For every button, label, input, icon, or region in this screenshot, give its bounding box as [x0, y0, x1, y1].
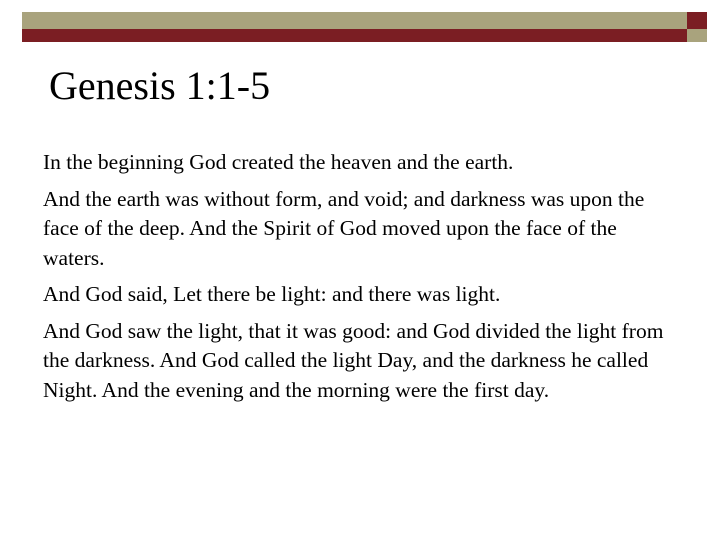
verse-paragraph-4: And God saw the light, that it was good: and God divided the light from the darkness. And God called the light Day, and the darkness he called Night. And the evening and the morning were the first day.	[43, 318, 664, 402]
verse-paragraph-1: In the beginning God created the heaven and the earth.	[43, 150, 514, 174]
verse-paragraph-2: And the earth was without form, and void; and darkness was upon the face of the deep. And the Spirit of God moved upon the face of the waters.	[43, 186, 645, 270]
header-square-bottom	[687, 29, 707, 42]
slide-title: Genesis 1:1-5	[49, 63, 271, 108]
header-bar-olive	[22, 12, 687, 29]
header-square-top	[687, 12, 707, 29]
header-bar-maroon	[22, 29, 687, 42]
verse-list	[43, 148, 683, 412]
verse-paragraph-3: And God said, Let there be light: and there was light.	[43, 282, 501, 306]
